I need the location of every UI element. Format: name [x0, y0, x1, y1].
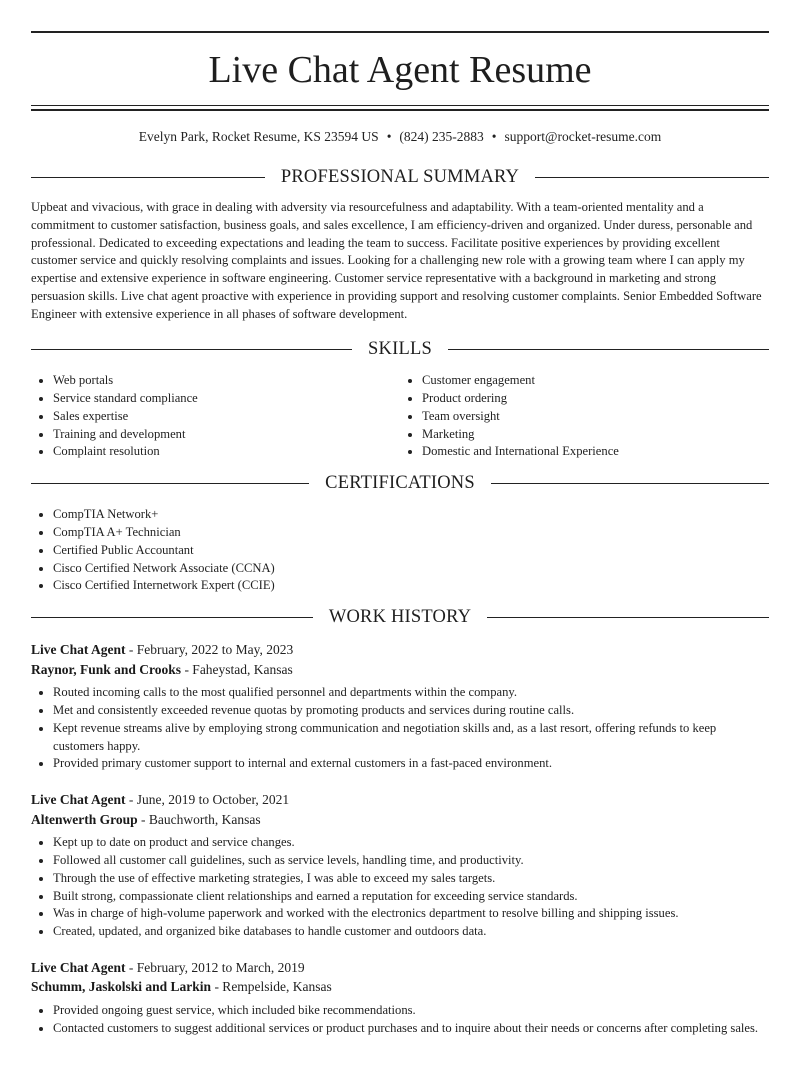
top-divider [31, 31, 769, 33]
heading-rule-left [31, 349, 352, 350]
job-location: - Rempelside, Kansas [211, 979, 332, 995]
skill-item: • Customer engagement [422, 372, 769, 390]
section-title: CERTIFICATIONS [325, 472, 475, 493]
heading-rule-right [448, 349, 769, 350]
job-duty-item: • Routed incoming calls to the most qualified personnel and departments within the company. [53, 684, 769, 702]
section-title: SKILLS [368, 338, 432, 359]
certification-item: • Certified Public Accountant [53, 542, 769, 560]
job-location: - Faheystad, Kansas [181, 661, 293, 677]
heading-rule-right [491, 483, 769, 484]
job-title-line [31, 958, 769, 978]
job-duty-item: • Provided primary customer support to internal and external customers in a fast-paced environment. [53, 755, 769, 773]
job-company: Raynor, Funk and Crooks [31, 661, 182, 677]
job-duties-list [31, 1002, 769, 1038]
certification-item: • CompTIA Network+ [53, 506, 769, 524]
skill-item: • Service standard compliance [53, 390, 400, 408]
job-duty-item: • Followed all customer call guidelines, such as service levels, handling time, and productivity. [53, 852, 769, 870]
resume-title: Live Chat Agent Resume [208, 49, 592, 91]
section-heading-work-history [31, 604, 769, 630]
contact-line [31, 128, 769, 146]
skill-item: • Complaint resolution [53, 443, 400, 461]
job-title-line [31, 640, 769, 660]
job-duty-item: • Was in charge of high-volume paperwork and worked with the electronics department to resolve billing and shipping issues. [53, 905, 769, 923]
job-title-line [31, 790, 769, 810]
contact-address: Evelyn Park, Rocket Resume, KS 23594 US [138, 129, 379, 144]
job-duty-item: • Provided ongoing guest service, which included bike recommendations. [53, 1002, 769, 1020]
job-duties-list [31, 684, 769, 773]
certification-item: • Cisco Certified Internetwork Expert (CCIE) [53, 577, 769, 595]
job-title: Live Chat Agent [31, 959, 126, 975]
skill-item: • Sales expertise [53, 408, 400, 426]
job-dates: - February, 2022 to May, 2023 [125, 642, 294, 658]
job-duty-item: • Built strong, compassionate client relationships and earned a reputation for exceeding service standards. [53, 888, 769, 906]
job-duty-item: • Met and consistently exceeded revenue quotas by promoting products and services during routine calls. [53, 702, 769, 720]
job-company-line [31, 660, 769, 680]
contact-separator: • [491, 129, 497, 144]
job-duty-item: • Through the use of effective marketing strategies, I was able to exceed my sales targets. [53, 870, 769, 888]
contact-phone: (824) 235-2883 [399, 129, 484, 144]
resume-page [31, 31, 769, 1038]
heading-rule-right [535, 177, 769, 178]
skill-item: • Team oversight [422, 408, 769, 426]
professional-summary-text: Upbeat and vivacious, with grace in dealing with adversity via resourcefulness and adaptability. With a team-oriented mentality and a commitment to customer satisfaction, business goals, and sales excellence, I am efficiency-driven and organized. Under duress, personable and professional. Dedicated to exceeding expectations and leading the team to success. Facilitate positive experiences by providing excellent customer service and quickly resolving complaints and issues. Looking for a challenging new role with a growing team where I can apply my expertise and extensive experience in software engineering. Customer service representative with a background in marketing and strong persuasion skills. Live chat agent proactive with experience in providing support and resolving customer complaints. Senior Embedded Software Engineer with extensive experience in all phases of software development. [31, 200, 762, 321]
skill-item: • Marketing [422, 426, 769, 444]
job-entry [31, 640, 769, 773]
section-heading-summary [31, 164, 769, 190]
skill-item: • Training and development [53, 426, 400, 444]
job-company-line [31, 810, 769, 830]
skill-item: • Web portals [53, 372, 400, 390]
job-title: Live Chat Agent [31, 792, 126, 808]
job-company: Altenwerth Group [31, 811, 138, 827]
job-entry [31, 790, 769, 941]
heading-rule-right [487, 617, 769, 618]
job-entry [31, 958, 769, 1038]
section-title: PROFESSIONAL SUMMARY [280, 166, 520, 187]
job-duty-item: • Contacted customers to suggest additional services or product purchases and to inquire about their needs or concerns after completing sales. [53, 1020, 769, 1038]
job-dates: - June, 2019 to October, 2021 [125, 792, 290, 808]
contact-email: support@rocket-resume.com [504, 129, 662, 144]
job-title: Live Chat Agent [31, 642, 126, 658]
section-title: WORK HISTORY [328, 606, 472, 627]
heading-rule-left [31, 177, 265, 178]
certification-item: • CompTIA A+ Technician [53, 524, 769, 542]
job-company: Schumm, Jaskolski and Larkin [31, 979, 212, 995]
job-duty-item: • Created, updated, and organized bike databases to handle customer and outdoors data. [53, 923, 769, 941]
skill-item: • Product ordering [422, 390, 769, 408]
skills-column-left [31, 372, 400, 461]
section-heading-skills [31, 336, 769, 362]
work-history-list [31, 640, 769, 1037]
job-location: - Bauchworth, Kansas [137, 811, 261, 827]
skill-item: • Domestic and International Experience [422, 443, 769, 461]
skills-list [31, 372, 769, 461]
title-divider [31, 105, 769, 111]
certification-item: • Cisco Certified Network Associate (CCNA) [53, 560, 769, 578]
job-dates: - February, 2012 to March, 2019 [125, 959, 305, 975]
job-company-line [31, 977, 769, 997]
heading-rule-left [31, 483, 309, 484]
certifications-list [31, 506, 769, 595]
heading-rule-left [31, 617, 313, 618]
skills-column-right [400, 372, 769, 461]
job-duty-item: • Kept revenue streams alive by employing strong communication and negotiation skills and, as a last resort, offering refunds to keep customers happy. [53, 720, 769, 756]
job-duties-list [31, 834, 769, 941]
job-duty-item: • Kept up to date on product and service changes. [53, 834, 769, 852]
section-heading-certifications [31, 470, 769, 496]
contact-separator: • [386, 129, 392, 144]
